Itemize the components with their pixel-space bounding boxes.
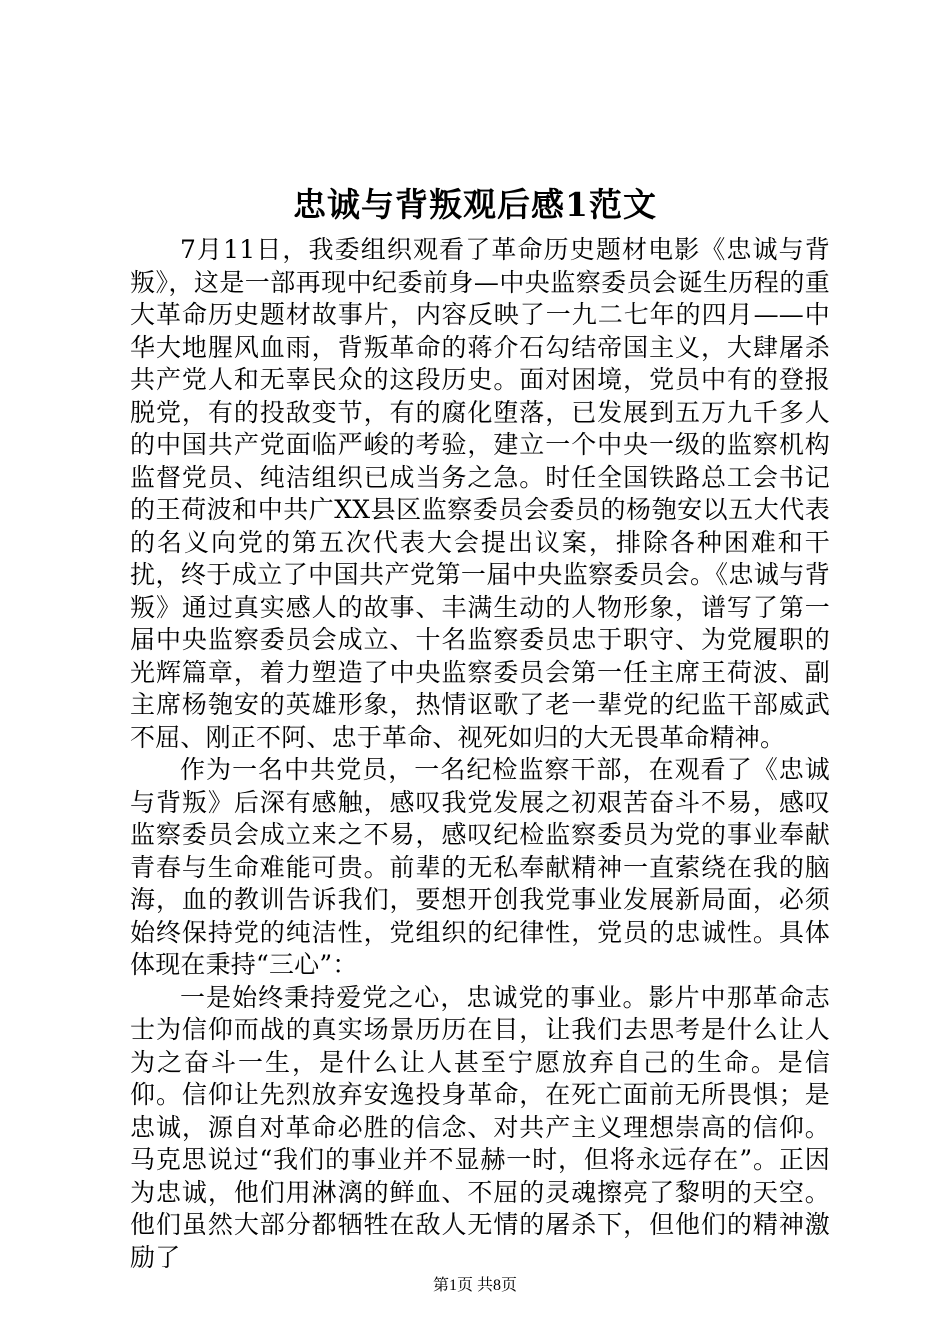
document-body [130,234,830,1274]
paragraph-1: 7月11日，我委组织观看了革命历史题材电影《忠诚与背叛》，这是一部再现中纪委前身—中央监察委员会诞生历程的重大革命历史题材故事片，内容反映了一九二七年的四月——中华大地腥风血雨，背叛革命的蒋介石勾结帝国主义，大肆屠杀共产党人和无辜民众的这段历史。面对困境，党员中有的登报脱党，有的投敌变节，有的腐化堕落，已发展到五万九千多人的中国共产党面临严峻的考验，建立一个中央一级的监察机构监督党员、纯洁组织已成当务之急。时任全国铁路总工会书记的王荷波和中共广XX县区监察委员会委员的杨匏安以五大代表的名义向党的第五次代表大会提出议案，排除各种困难和干扰，终于成立了中国共产党第一届中央监察委员会。《忠诚与背叛》通过真实感人的故事、丰满生动的人物形象，谱写了第一届中央监察委员会成立、十名监察委员忠于职守、为党履职的光辉篇章，着力塑造了中央监察委员会第一任主席王荷波、副主席杨匏安的英雄形象，热情讴歌了老一辈党的纪监干部威武不屈、刚正不阿、忠于革命、视死如归的大无畏革命精神。 [130,235,830,752]
document-title: 忠诚与背叛观后感1范文 [293,185,657,224]
paragraph-3: 一是始终秉持爱党之心，忠诚党的事业。影片中那革命志士为信仰而战的真实场景历历在目，让我们去思考是什么让人为之奋斗一生，是什么让人甚至宁愿放弃自己的生命。是信仰。信仰让先烈放弃安逸投身革命，在死亡面前无所畏惧；是忠诚，源自对革命必胜的信念、对共产主义理想崇高的信仰。马克思说过“我们的事业并不显赫一时，但将永远存在”。正因为忠诚，他们用淋漓的鲜血、不屈的灵魂擦亮了黎明的天空。他们虽然大部分都牺牲在敌人无情的屠杀下，但他们的精神激励了 [130,982,830,1272]
page-footer: 第1页 共8页 [432,1277,517,1294]
paragraph-2: 作为一名中共党员，一名纪检监察干部，在观看了《忠诚与背叛》后深有感触，感叹我党发展之初艰苦奋斗不易，感叹监察委员会成立来之不易，感叹纪检监察委员为党的事业奉献青春与生命难能可贵。前辈的无私奉献精神一直萦绕在我的脑海，血的教训告诉我们，要想开创我党事业发展新局面，必须始终保持党的纯洁性，党组织的纪律性，党员的忠诚性。具体体现在秉持“三心”： [130,755,830,979]
